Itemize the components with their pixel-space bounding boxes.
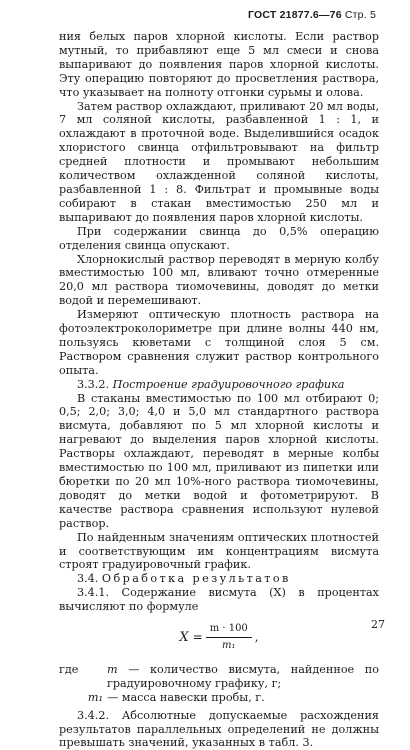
definition-dash: — [107, 690, 119, 704]
paragraph-measurement: Измеряют оптическую плотность раствора на фотоэлектроколориметре при длине волны 440 нм, пользуясь кюветами с толщиной слоя 5 см. Раствором сравнения служит раствор контрольного опыта. [59, 308, 379, 377]
paragraph-graph: По найденным значениям оптических плотностей и соответствующим им концентрациям висмута строят градуировочный график. [59, 530, 379, 572]
formula-numerator: m · 100 [206, 622, 252, 638]
paragraph-3-4-1: 3.4.1. Содержание висмута (X) в процентах вычисляют по формуле [59, 586, 379, 614]
formula [59, 622, 379, 653]
definitions [59, 663, 379, 705]
formula-lhs: X [179, 629, 189, 645]
definition-item [59, 691, 379, 705]
page-number: 27 [371, 618, 385, 631]
definition-text: масса навески пробы, г. [121, 690, 265, 704]
paragraph-calibration: В стаканы вместимостью по 100 мл отбирают 0; 0,5; 2,0; 3,0; 4,0 и 5,0 мл стандартного раствора висмута, добавляют по 5 мл хлорной кислоты и нагревают до выделения паров хлорной кислоты. Растворы охлаждают, переводят в мерные колбы вместимостью по 100 мл, приливают из пипетки или бюретки по 20 мл 10%-ного раствора тиомочевины, доводят до метки водой и фотометрируют. В качестве раствора сравнения используют нулевой раствор. [59, 391, 379, 530]
definition-dash: — [128, 662, 140, 676]
section-title: Обработка результатов [101, 572, 291, 586]
page-header [248, 9, 376, 21]
paragraph-transfer: Хлорнокислый раствор переводят в мерную колбу вместимостью 100 мл, вливают точно отмеренные 20,0 мл раствора тиомочевины, доводят до метки водой и перемешивают. [59, 252, 379, 308]
formula-denominator: m₁ [221, 639, 236, 651]
section-heading-3-4 [59, 572, 379, 586]
paragraph-cooling: Затем раствор охлаждают, приливают 20 мл воды, 7 мл соляной кислоты, разбавленной 1 : 1, и охлаждают в проточной воде. Выделившийся осадок хлористого свинца отфильтровывают на фильтр средней плотности и промывают небольшим количеством охлажденной соляной кислоты, разбавленной 1 : 8. Фильтрат и промывные воды собирают в стакан вместимостью 250 мл и выпаривают до появления паров хлорной кислоты. [59, 99, 379, 224]
formula-tail: , [254, 629, 259, 644]
formula-equals: = [192, 629, 203, 644]
paragraph-lead-content: При содержании свинца до 0,5% операцию отделения свинца опускают. [59, 224, 379, 252]
section-heading-3-3-2 [59, 378, 379, 392]
definition-item [59, 663, 379, 691]
header-page-label: Стр. 5 [344, 9, 376, 21]
section-number: 3.3.2. [77, 377, 110, 391]
definition-lead-word: где [59, 662, 79, 676]
section-title: Построение градуировочного графика [112, 377, 345, 391]
paragraph-continuation: ния белых паров хлорной кислоты. Если раствор мутный, то прибавляют еще 5 мл смеси и снова выпаривают до появления паров хлорной кислоты. Эту операцию повторяют до просветления раствора, что указывает на полноту отгонки сурьмы и олова. [59, 30, 379, 99]
section-number: 3.4. [77, 572, 99, 586]
standard-number: ГОСТ 21877.6—76 [247, 9, 342, 21]
definition-symbol: m₁ [87, 690, 103, 704]
definition-symbol: m [107, 662, 118, 676]
document-body [59, 30, 379, 750]
paragraph-3-4-2: 3.4.2. Абсолютные допускаемые расхождения результатов параллельных определений не должны превышать значений, указанных в табл. 3. [59, 708, 379, 750]
definition-text: количество висмута, найденное по градуировочному графику, г; [107, 662, 379, 690]
formula-fraction [206, 622, 252, 653]
